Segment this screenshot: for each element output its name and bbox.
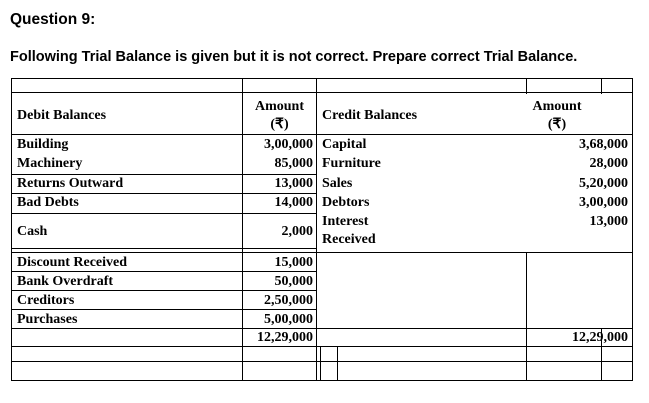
rule-row bbox=[11, 290, 316, 291]
rule-cash-bottom bbox=[11, 252, 633, 253]
debit-amount: 13,000 bbox=[274, 176, 313, 191]
rule-total-bottom bbox=[11, 346, 633, 347]
credit-account: Sales bbox=[322, 176, 353, 191]
debit-amount: 85,000 bbox=[274, 156, 313, 171]
debit-account: Bank Overdraft bbox=[17, 274, 114, 289]
credit-amount: 3,00,000 bbox=[579, 195, 628, 210]
debit-amount: 14,000 bbox=[274, 195, 313, 210]
rule-col-5 bbox=[601, 78, 602, 94]
rule-row bbox=[11, 271, 316, 272]
debit-amount: 3,00,000 bbox=[264, 137, 313, 152]
credit-account-line2: Received bbox=[322, 232, 376, 247]
debit-account: Building bbox=[17, 137, 69, 152]
debit-account: Bad Debts bbox=[17, 195, 79, 210]
total-debit: 12,29,000 bbox=[257, 330, 313, 345]
rule-top-inner bbox=[11, 92, 633, 93]
debit-account: Creditors bbox=[17, 293, 75, 308]
rule-row bbox=[11, 213, 316, 214]
debit-account: Machinery bbox=[17, 156, 83, 171]
debit-amount: 2,000 bbox=[281, 224, 313, 239]
debit-amount: 2,50,000 bbox=[264, 293, 313, 308]
rule-left bbox=[11, 78, 12, 381]
debit-account: Cash bbox=[17, 224, 48, 239]
header-amount-credit: Amount bbox=[532, 99, 582, 114]
total-credit: 12,29,000 bbox=[572, 330, 628, 345]
debit-amount: 50,000 bbox=[274, 274, 313, 289]
rule-col-4 bbox=[526, 78, 527, 94]
header-debit: Debit Balances bbox=[17, 108, 107, 123]
instruction-text: Following Trial Balance is given but it is not correct. Prepare correct Trial Balance. bbox=[10, 49, 578, 65]
debit-account: Purchases bbox=[17, 312, 78, 327]
rule-right bbox=[632, 78, 633, 381]
debit-account: Returns Outward bbox=[17, 176, 124, 191]
credit-account-line1: Interest bbox=[322, 214, 369, 229]
debit-account: Discount Received bbox=[17, 255, 128, 270]
header-amount-debit: Amount bbox=[254, 99, 304, 114]
header-amount-debit-unit: (₹) bbox=[270, 117, 289, 132]
rule-col-2b bbox=[320, 346, 321, 381]
credit-amount: 5,20,000 bbox=[579, 176, 628, 191]
credit-amount: 3,68,000 bbox=[579, 137, 628, 152]
header-amount-credit-unit: (₹) bbox=[547, 117, 567, 132]
rule-col-3 bbox=[337, 346, 338, 381]
rule-header bbox=[11, 134, 633, 135]
rule-bottom bbox=[11, 380, 633, 381]
trial-balance-table bbox=[11, 78, 633, 381]
rule-col-2 bbox=[316, 78, 317, 381]
debit-amount: 15,000 bbox=[274, 255, 313, 270]
header-credit: Credit Balances bbox=[322, 108, 418, 123]
credit-account: Debtors bbox=[322, 195, 370, 210]
rule-row bbox=[11, 309, 316, 310]
credit-account: Furniture bbox=[322, 156, 381, 171]
debit-amount: 5,00,000 bbox=[264, 312, 313, 327]
credit-account: Capital bbox=[322, 137, 367, 152]
rule-cash-top bbox=[11, 248, 316, 249]
rule-col-4b bbox=[526, 252, 527, 381]
rule-blank-top bbox=[11, 361, 633, 362]
question-label: Question 9: bbox=[10, 11, 96, 28]
rule-top bbox=[11, 78, 633, 79]
credit-amount: 13,000 bbox=[589, 214, 628, 229]
credit-amount: 28,000 bbox=[589, 156, 628, 171]
